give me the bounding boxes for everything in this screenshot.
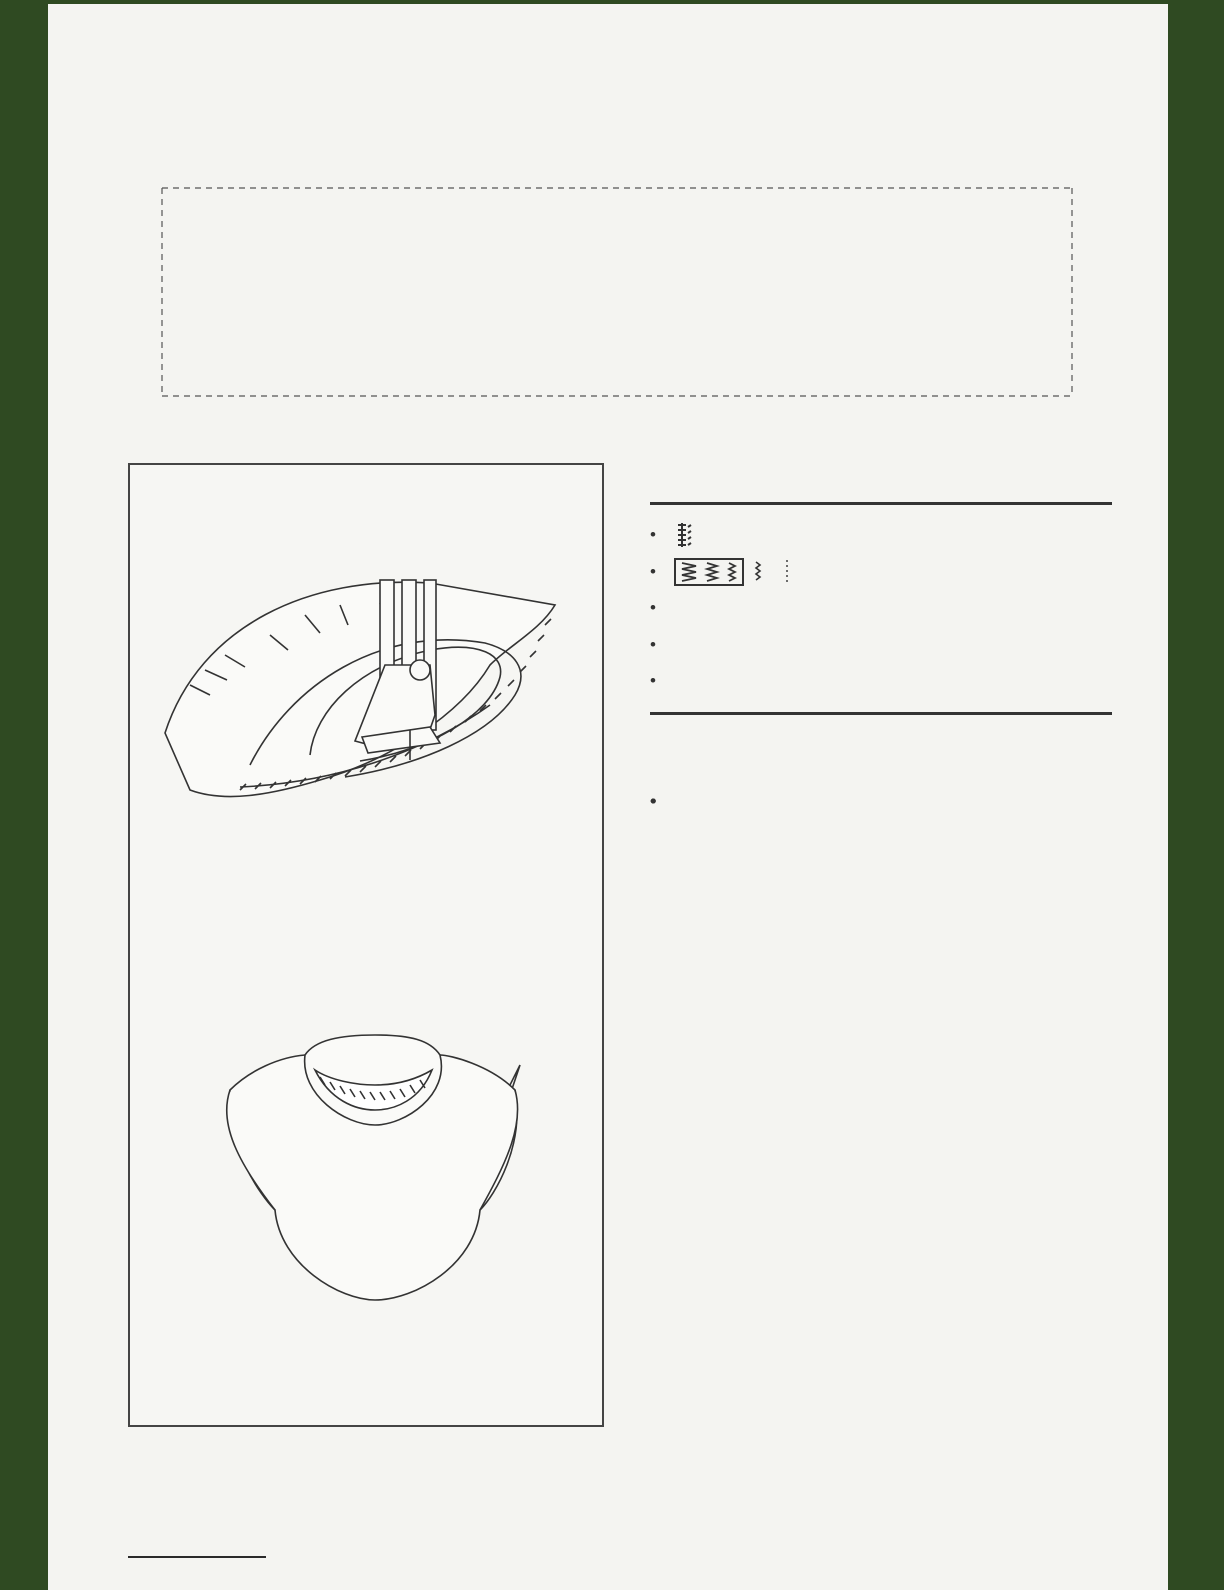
fabric-seam-illustration [165,582,555,796]
section-title [650,464,1112,502]
sewing-illustration [130,465,602,1425]
pattern-stitch-icon [674,521,694,549]
section-rule-top [650,502,1112,505]
straight-stitch-icon [782,558,792,586]
section-rule-bottom [650,712,1112,715]
zigzag-narrow-icon [726,561,738,583]
settings-list [650,517,1112,700]
footer-line [128,1556,266,1558]
zigzag-smaller-icon [752,559,764,585]
zigzag-medium-icon [704,561,720,583]
setting-stitch-width: • [650,554,1112,591]
stitch-width-selected-range [674,558,744,586]
setting-stitch-length: • [650,598,656,618]
tshirt-illustration [225,1035,520,1395]
setting-needle-plate: • [650,634,656,654]
setting-foot: • [650,671,656,691]
illustration-panel [128,463,604,1427]
zigzag-wide-icon [680,561,698,583]
setting-pattern-selector: • [650,517,1112,554]
instructions-column [650,464,1112,790]
feature-box-border [0,0,1224,420]
